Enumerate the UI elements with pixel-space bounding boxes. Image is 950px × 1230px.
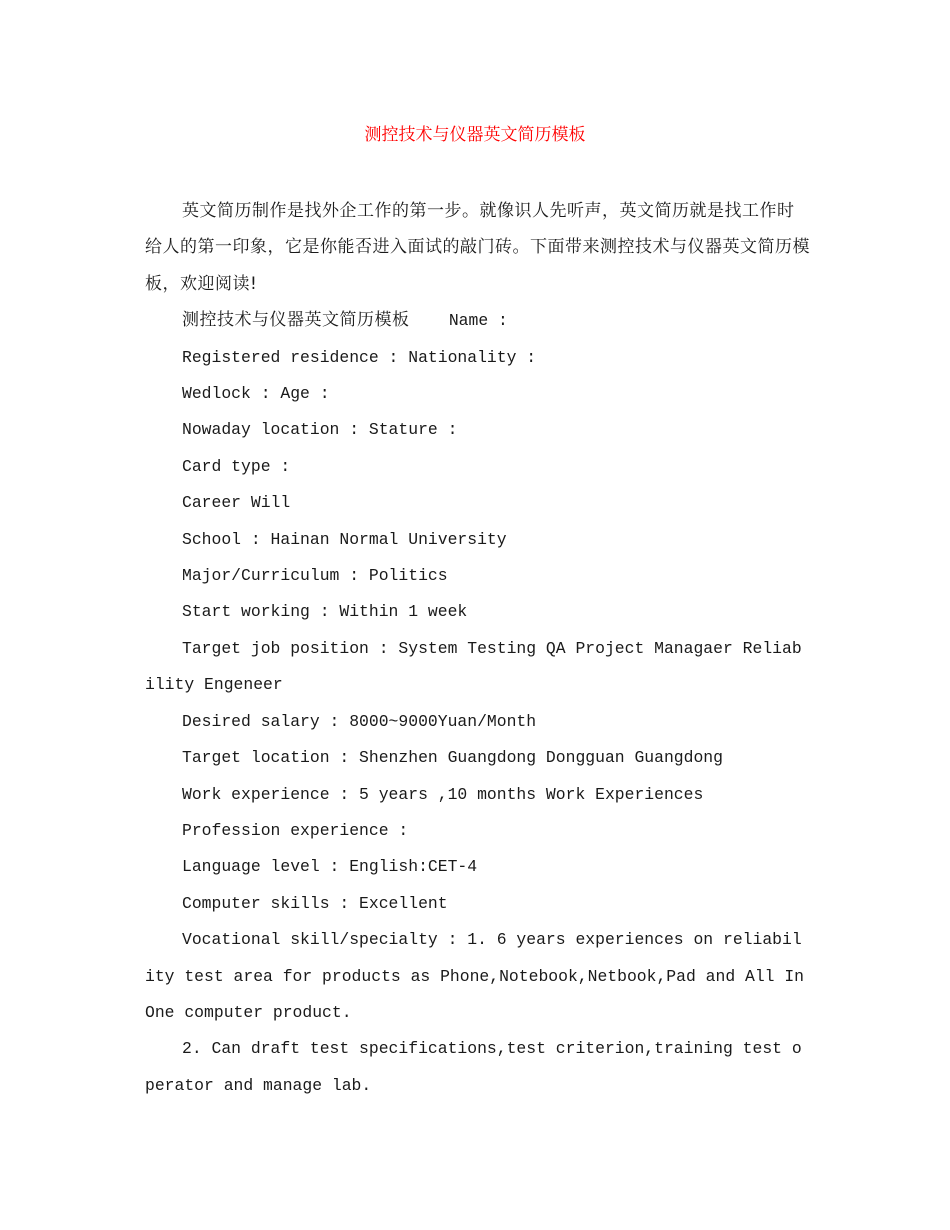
- intro-paragraph: 英文简历制作是找外企工作的第一步。就像识人先听声，英文简历就是找工作时给人的第一印象，它是你能否进入面试的敲门砖。下面带来测控技术与仪器英文简历模板，欢迎阅读!: [145, 201, 810, 294]
- field-school: School : Hainan Normal University: [182, 529, 507, 549]
- subtitle-line: [145, 302, 810, 339]
- field-card-type: Card type :: [182, 456, 291, 476]
- field-computer-skills: Computer skills : Excellent: [182, 893, 448, 913]
- field-language-level: Language level : English:CET-4: [182, 857, 478, 877]
- document-title: 测控技术与仪器英文简历模板: [364, 125, 586, 145]
- field-start-working: Start working : Within 1 week: [182, 602, 468, 622]
- field-desired-salary: Desired salary : 8000~9000Yuan/Month: [182, 711, 537, 731]
- field-nowaday-location: Nowaday location : Stature :: [182, 420, 458, 440]
- field-vocational-skill: Vocational skill/specialty : 1. 6 years experiences on reliability test area for products as Phone,Notebook,Netbook,Pad and All In One computer product.: [145, 930, 814, 1022]
- document-body: [145, 193, 814, 1104]
- field-wedlock: Wedlock : Age :: [182, 384, 330, 404]
- field-skill-item-2: 2. Can draft test specifications,test criterion,training test operator and manage lab.: [145, 1039, 802, 1095]
- field-target-location: Target location : Shenzhen Guangdong Dongguan Guangdong: [182, 748, 723, 768]
- field-career-will: Career Will: [182, 493, 291, 513]
- resume-subtitle: 测控技术与仪器英文简历模板: [182, 310, 410, 331]
- name-field: Name :: [409, 311, 508, 331]
- field-registered-residence: Registered residence : Nationality :: [182, 347, 537, 367]
- field-profession-experience: Profession experience :: [182, 820, 409, 840]
- field-work-experience: Work experience : 5 years ,10 months Work Experiences: [182, 784, 704, 804]
- field-target-job-position: Target job position : System Testing QA Project Managaer Reliability Engeneer: [145, 638, 802, 695]
- field-major: Major/Curriculum : Politics: [182, 566, 448, 586]
